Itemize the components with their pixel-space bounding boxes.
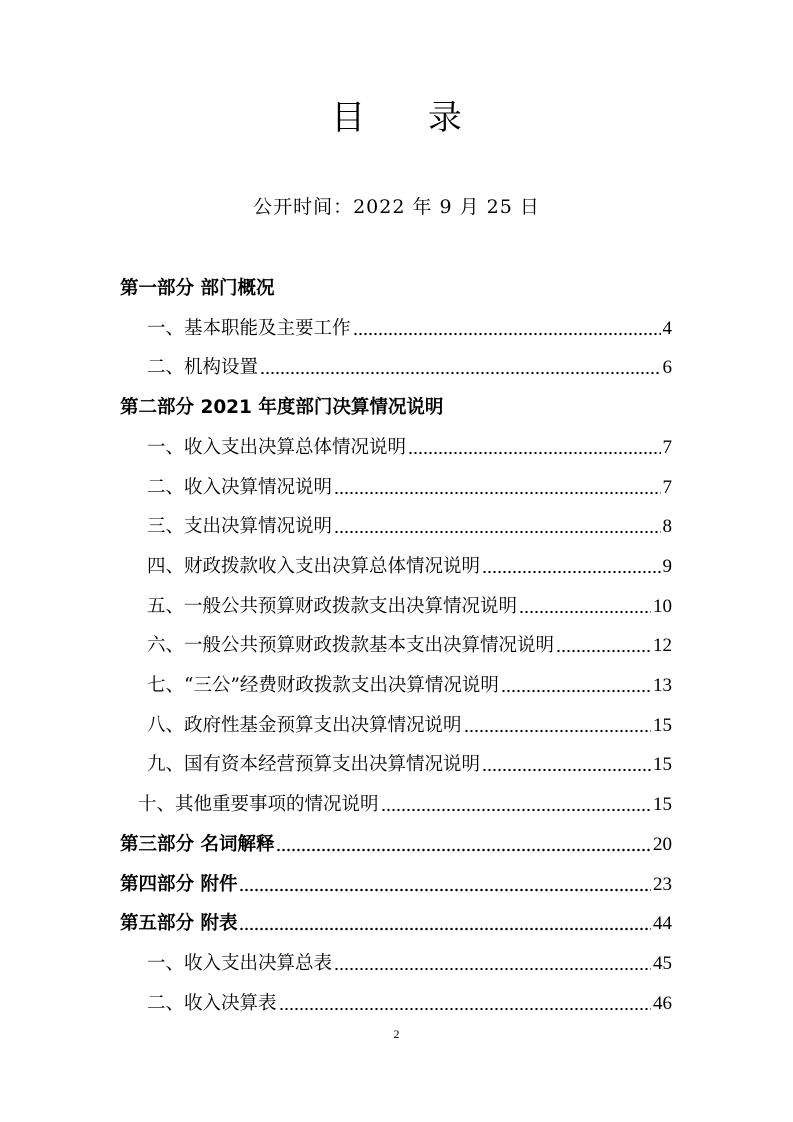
toc-part-entry[interactable] <box>120 867 672 899</box>
toc-entry-page: 15 <box>653 754 672 776</box>
toc-section-entry[interactable] <box>147 350 672 382</box>
toc-entry-page: 44 <box>653 913 672 935</box>
toc-entry-label: 二、收入决算表 <box>147 992 277 1014</box>
toc-leader-dots <box>239 888 651 892</box>
toc-leader-dots <box>408 451 660 455</box>
toc-entry-page: 15 <box>653 794 672 816</box>
toc-section-entry[interactable] <box>147 430 672 462</box>
toc-entry-label: 八、政府性基金预算支出决算情况说明 <box>147 714 462 736</box>
toc-leader-dots <box>482 768 651 772</box>
toc-section-entry[interactable] <box>147 628 672 660</box>
toc-entry-page: 20 <box>653 833 672 855</box>
toc-section-entry[interactable] <box>138 787 672 819</box>
toc-section-entry[interactable] <box>147 470 672 502</box>
toc-entry-label: 一、收入支出决算总表 <box>147 952 333 974</box>
toc-section-entry[interactable] <box>147 986 672 1018</box>
toc-entry-page: 12 <box>653 635 672 657</box>
toc-entry-page: 6 <box>662 357 672 379</box>
toc-part-entry[interactable] <box>120 827 672 859</box>
toc-entry-label: 十、其他重要事项的情况说明 <box>138 794 379 816</box>
toc-entry-page: 45 <box>653 952 672 974</box>
toc-entry-page: 13 <box>653 675 672 696</box>
toc-title: 目 录 <box>331 98 488 138</box>
toc-entry-page: 7 <box>662 476 672 498</box>
toc-entry-label: 第四部分 附件 <box>120 873 238 895</box>
toc-part-entry[interactable] <box>120 906 672 938</box>
toc-leader-dots <box>239 927 651 931</box>
toc-leader-dots <box>501 689 651 693</box>
toc-part-entry[interactable] <box>120 390 672 422</box>
publish-date: 公开时间：2022 年 9 月 25 日 <box>253 196 540 218</box>
toc-entry-label: 第三部分 名词解释 <box>120 833 275 855</box>
toc-section-entry[interactable] <box>147 708 672 740</box>
toc-entry-label: 三、支出决算情况说明 <box>147 516 333 538</box>
toc-leader-dots <box>519 610 651 614</box>
toc-leader-dots <box>556 649 651 653</box>
toc-section-entry[interactable] <box>147 668 672 700</box>
toc-entry-label: 一、基本职能及主要工作 <box>147 317 351 339</box>
toc-leader-dots <box>464 729 651 733</box>
toc-section-entry[interactable] <box>147 747 672 779</box>
page-number: 2 <box>393 1027 400 1041</box>
toc-entry-page: 4 <box>662 317 672 339</box>
toc-entry-page: 10 <box>653 595 672 617</box>
toc-entry-label: 二、机构设置 <box>147 357 259 379</box>
toc-section-entry[interactable] <box>147 589 672 621</box>
toc-section-entry[interactable] <box>147 946 672 978</box>
toc-section-entry[interactable] <box>147 311 672 343</box>
toc-entry-label: 四、财政拨款收入支出决算总体情况说明 <box>147 555 481 577</box>
toc-leader-dots <box>279 1007 651 1011</box>
toc-section-entry[interactable] <box>147 509 672 541</box>
toc-entry-page: 7 <box>662 436 672 458</box>
toc-leader-dots <box>334 967 651 971</box>
toc-entry-page: 23 <box>653 873 672 895</box>
toc-entry-label: 第一部分 部门概况 <box>120 278 275 299</box>
toc-entry-label: 第五部分 附表 <box>120 913 238 935</box>
toc-entry-label: 九、国有资本经营预算支出决算情况说明 <box>147 754 481 776</box>
toc-leader-dots <box>353 332 661 336</box>
toc-leader-dots <box>334 530 660 534</box>
toc-leader-dots <box>482 570 660 574</box>
toc-leader-dots <box>381 808 651 812</box>
toc-entry-label: 五、一般公共预算财政拨款支出决算情况说明 <box>147 595 518 617</box>
toc-entry-page: 15 <box>653 714 672 736</box>
toc-entry-page: 9 <box>662 555 672 577</box>
toc-part-entry[interactable] <box>120 271 672 303</box>
toc-entry-page: 46 <box>653 992 672 1014</box>
toc-leader-dots <box>260 371 660 375</box>
toc-entry-label: 第二部分 2021 年度部门决算情况说明 <box>120 397 444 419</box>
toc-entry-label: 一、收入支出决算总体情况说明 <box>147 436 407 458</box>
toc-entry-label: 七、“三公”经费财政拨款支出决算情况说明 <box>147 675 499 696</box>
toc-leader-dots <box>276 848 651 852</box>
toc-leader-dots <box>334 491 660 495</box>
toc-entry-page: 8 <box>662 516 672 538</box>
toc-section-entry[interactable] <box>147 549 672 581</box>
toc-entry-label: 二、收入决算情况说明 <box>147 476 333 498</box>
toc-entry-label: 六、一般公共预算财政拨款基本支出决算情况说明 <box>147 635 555 657</box>
